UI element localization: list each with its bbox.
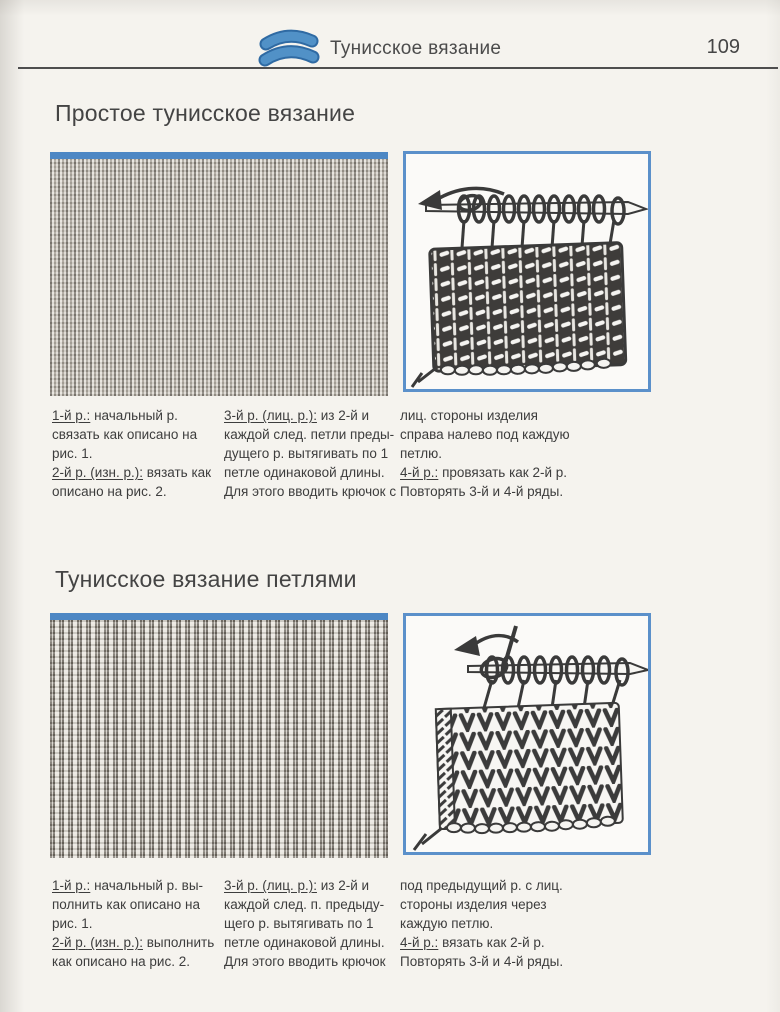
- instruction-line: петле одинаковой длины.: [224, 465, 385, 480]
- photo-top-bar: [50, 152, 388, 159]
- chapter-title: Тунисское вязание: [330, 38, 502, 59]
- instruction-line: Повторять 3-й и 4-й ряды.: [400, 484, 564, 499]
- instruction-column: [52, 876, 224, 971]
- instruction-line: полнить как описано на: [52, 897, 201, 912]
- instruction-line: стороны изделия через: [400, 897, 547, 912]
- instruction-line: как описано на рис. 2.: [52, 954, 190, 969]
- instruction-line: 1-й р.: начальный р.: [52, 408, 178, 423]
- instruction-line: рис. 1.: [52, 446, 93, 461]
- swatch-photo-simple-tunisian: [50, 152, 388, 396]
- instruction-line: 3-й р. (лиц. р.): из 2-й и: [224, 878, 370, 893]
- instruction-line: дущего р. вытягивать по 1: [224, 446, 389, 461]
- instruction-line: 1-й р.: начальный р. вы-: [52, 878, 204, 893]
- header-rule: [18, 67, 778, 69]
- instruction-column: [400, 406, 730, 501]
- instruction-column: [400, 876, 730, 971]
- page-number: 109: [706, 36, 740, 58]
- instruction-line: петле одинаковой длины.: [224, 935, 385, 950]
- instruction-line: Для этого вводить крючок с: [224, 484, 397, 499]
- instruction-line: 4-й р.: провязать как 2-й р.: [400, 465, 568, 480]
- instruction-column: [52, 406, 224, 501]
- instruction-line: рис. 1.: [52, 916, 93, 931]
- instruction-line: каждой след. п. предыду-: [224, 897, 385, 912]
- instruction-line: Повторять 3-й и 4-й ряды.: [400, 954, 564, 969]
- instruction-line: 2-й р. (изн. р.): выполнить: [52, 935, 215, 950]
- crochet-diagram-drawing: [406, 154, 648, 389]
- instruction-line: под предыдущий р. с лиц.: [400, 878, 563, 893]
- instruction-column: [224, 406, 400, 501]
- instruction-line: петлю.: [400, 446, 443, 461]
- instruction-line: щего р. вытягивать по 1: [224, 916, 374, 931]
- diagram-tunisian-loops: [403, 613, 651, 855]
- instructions-simple-tunisian: [52, 406, 730, 501]
- instruction-line: Для этого вводить крючок: [224, 954, 386, 969]
- instruction-line: 4-й р.: вязать как 2-й р.: [400, 935, 545, 950]
- instruction-line: лиц. стороны изделия: [400, 408, 538, 423]
- instruction-line: 2-й р. (изн. р.): вязать как: [52, 465, 212, 480]
- crochet-diagram-drawing: [406, 616, 648, 852]
- instruction-line: справа налево под каждую: [400, 427, 570, 442]
- instruction-column: [224, 876, 400, 971]
- section-heading-tunisian-loops: Тунисское вязание петлями: [55, 566, 357, 592]
- instruction-line: каждую петлю.: [400, 916, 494, 931]
- diagram-simple-tunisian: [403, 151, 651, 392]
- instruction-line: каждой след. петли преды-: [224, 427, 395, 442]
- photo-top-bar: [50, 613, 388, 620]
- instructions-tunisian-loops: [52, 876, 730, 971]
- instruction-line: описано на рис. 2.: [52, 484, 167, 499]
- section-heading-simple-tunisian: Простое тунисское вязание: [55, 100, 356, 126]
- yarn-arcs-icon: [258, 29, 320, 67]
- instruction-line: 3-й р. (лиц. р.): из 2-й и: [224, 408, 370, 423]
- instruction-line: связать как описано на: [52, 427, 198, 442]
- swatch-photo-tunisian-loops: [50, 613, 388, 858]
